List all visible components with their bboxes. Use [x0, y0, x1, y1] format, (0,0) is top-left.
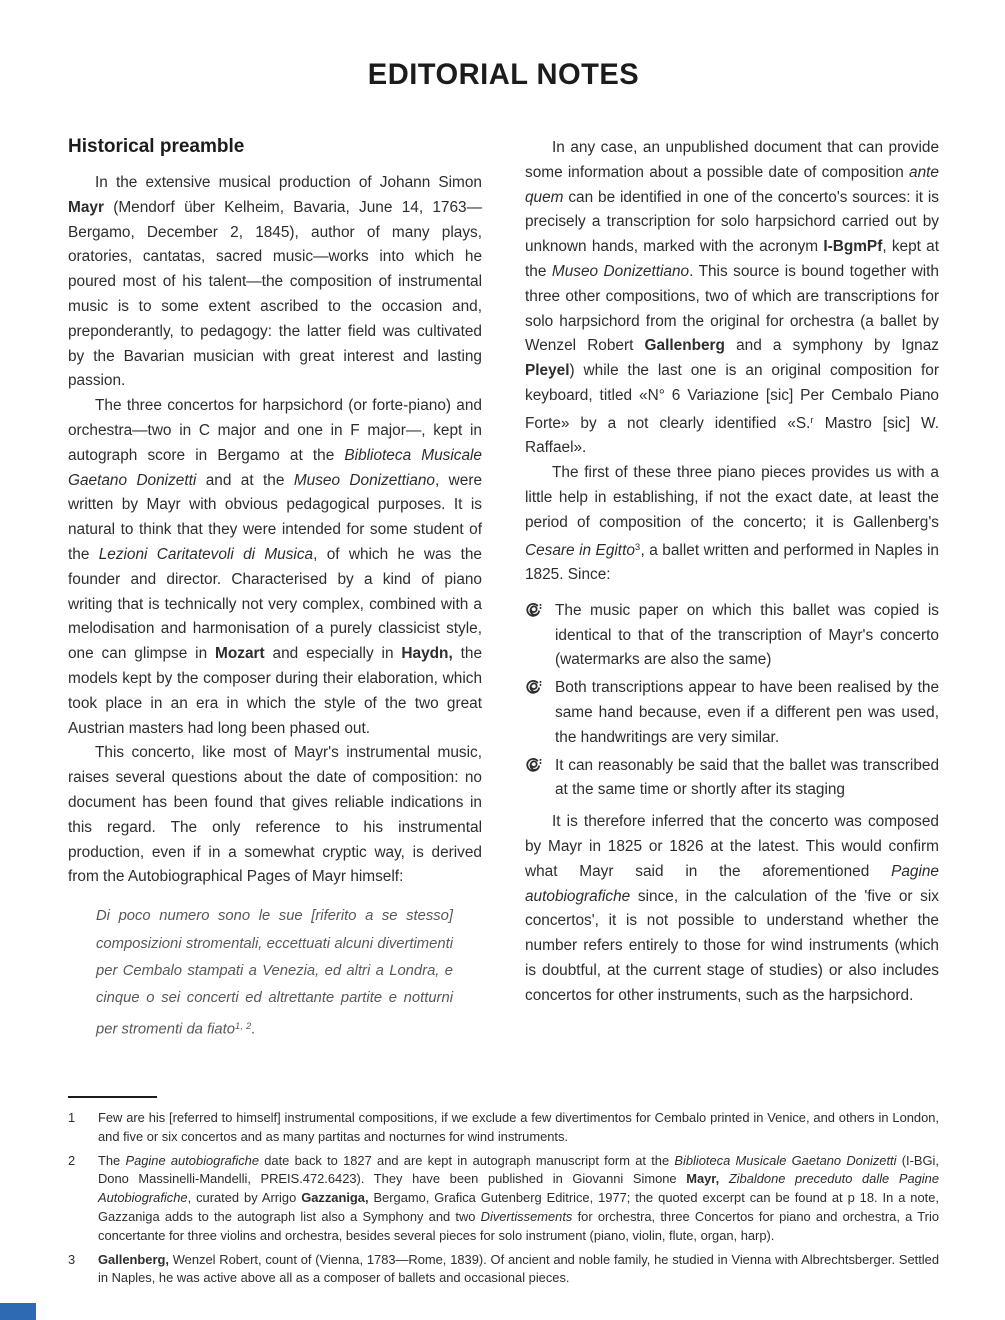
footnote — [68, 1152, 939, 1246]
footnote-text: Gallenberg, Wenzel Robert, count of (Vienna, 1783—Rome, 1839). Of ancient and noble family, he studied in Vienna with Albrechtsberger. Settled in Naples, he was active above all as a composer of ballets and occasional pieces. — [98, 1251, 939, 1286]
list-item — [525, 599, 939, 673]
footnote-separator-rule — [68, 1096, 157, 1098]
right-column — [525, 136, 939, 1044]
paragraph: It is therefore inferred that the concerto was composed by Mayr in 1825 or 1826 at the latest. This would confirm what Mayr said in the aforementioned Pagine autobiografiche since, in the calculation of the 'five or six concertos', it is not possible to understand whether the number refers entirely to those for wind instruments (which is doubtful, at the current stage of studies) or also includes concertos for other instruments, such as the harpsichord. — [525, 813, 939, 1004]
paragraph: In the extensive musical production of Johann Simon Mayr (Mendorf über Kelheim, Bavaria, June 14, 1763—Bergamo, December 2, 1845), author of many plays, oratories, cantatas, sacred music—works into which he poured most of his talent—the composition of instrumental music is to some extent ascribed to the occasion and, preponderantly, to pedagogy: the latter field was cultivated by the Bavarian musician with great interest and lasting passion. — [68, 174, 482, 390]
list-item — [525, 754, 939, 804]
list-item-text: It can reasonably be said that the ballet was transcribed at the same time or shortly after its staging — [555, 756, 939, 799]
paragraph: The three concertos for harpsichord (or forte-piano) and orchestra—two in C major and one in F major—, kept in autograph score in Bergamo at the Biblioteca Musicale Gaetano Donizetti and at the Museo Donizettiano, were written by Mayr with obvious pedagogical purposes. It is natural to think that they were intended for some student of the Lezioni Caritatevoli di Musica, of which he was the founder and director. Characterised by a kind of piano writing that is technically not very complex, combined with a melodisation and harmonisation of a purely classicist style, one can glimpse in Mozart and especially in Haydn, the models kept by the composer during their elaboration, which took place in an era in which the style of the two great Austrian masters had long been phased out. — [68, 397, 483, 737]
footnotes-section — [68, 1096, 939, 1293]
spiral-ornament-bullet-icon — [525, 676, 555, 750]
footnote-number: 3 — [68, 1251, 76, 1267]
spiral-ornament-bullet-icon — [525, 754, 555, 804]
left-column — [68, 136, 482, 1044]
footnote-number: 1 — [68, 1110, 76, 1125]
bullet-list — [525, 599, 939, 803]
footnote — [68, 1109, 939, 1147]
footnote-text: The Pagine autobiografiche date back to 1827 and are kept in autograph manuscript form at the Biblioteca Musicale Gaetano Donizetti (I-BGi, Dono Massinelli-Mandelli, PREIS.472.6423). They have been published in Giovanni Simone Mayr, Zibaldone preceduto dalle Pagine Autobiografiche, curated by Arrigo Gazzaniga, Bergamo, Grafica Gutenberg Editrice, 1977; the quoted excerpt can be found at p 18. In a note, Gazzaniga adds to the autograph list also a Symphony and two Divertissements for orchestra, three Concertos for piano and orchestra, a Trio concertante for three violins and orchestra, besides several pieces for solo instrument (piano, violin, flute, organ, harp). — [98, 1152, 940, 1243]
page-title: EDITORIAL NOTES — [367, 58, 640, 91]
list-item-text: The music paper on which this ballet was copied is identical to that of the transcription of Mayr's concerto (watermarks are also the same) — [555, 601, 939, 669]
footnote — [68, 1251, 939, 1289]
paragraph: In any case, an unpublished document that can provide some information about a possible date of composition ante quem can be identified in one of the concerto's sources: it is precisely a transcription for solo harpsichord carried out by unknown hands, marked with the acronym I-BgmPf, kept at the Museo Donizettiano. This source is bound together with three other compositions, two of which are transcriptions for solo harpsichord from the original for orchestra (a ballet by Wenzel Robert Gallenberg and a symphony by Ignaz Pleyel) while the last one is an original composition for keyboard, titled «N° 6 Variazione [sic] Per Cembalo Piano Forte» by a not clearly identified «S.$^r$ Mastro [sic] W. Raffael». — [525, 139, 940, 457]
footnote-number: 2 — [68, 1152, 76, 1168]
paragraph: The first of these three piano pieces provides us with a little help in establishing, if not the exact date, at least the period of composition of the concerto; it is Gallenberg's Cesare in Egitto$^3$, a ballet written and performed in Naples in 1825. Since: — [525, 464, 939, 584]
list-item-text: Both transcriptions appear to have been realised by the same hand because, even if a different pen was used, the handwritings are very similar. — [555, 679, 939, 746]
spiral-ornament-bullet-icon — [525, 599, 555, 673]
two-column-body — [68, 136, 939, 1044]
footnote-text: Few are his [referred to himself] instrumental compositions, if we exclude a few divertimentos for Cembalo printed in Venice, and others in London, and five or six concertos and as many partitas and nocturnes for wind instruments. — [98, 1110, 939, 1144]
list-item — [525, 676, 939, 750]
section-heading-historical-preamble: Historical preamble — [68, 136, 245, 157]
paragraph: This concerto, like most of Mayr's instrumental music, raises several questions about the date of composition: no document has been found that gives reliable indications in this regard. The only reference to his instrumental production, even if in a somewhat cryptic way, is derived from the Autobiographical Pages of Mayr himself: — [68, 744, 482, 886]
block-quote-italian: Di poco numero sono le sue [riferito a se stesso] composizioni stromentali, eccettuati alcuni divertimenti per Cembalo stampati a Venezia, ed altri a Londra, e cinque o sei concerti ed altrettante partite e notturni per stromenti da fiato$^{1, 2}$. — [96, 908, 453, 1038]
page-corner-marker — [0, 1303, 36, 1320]
